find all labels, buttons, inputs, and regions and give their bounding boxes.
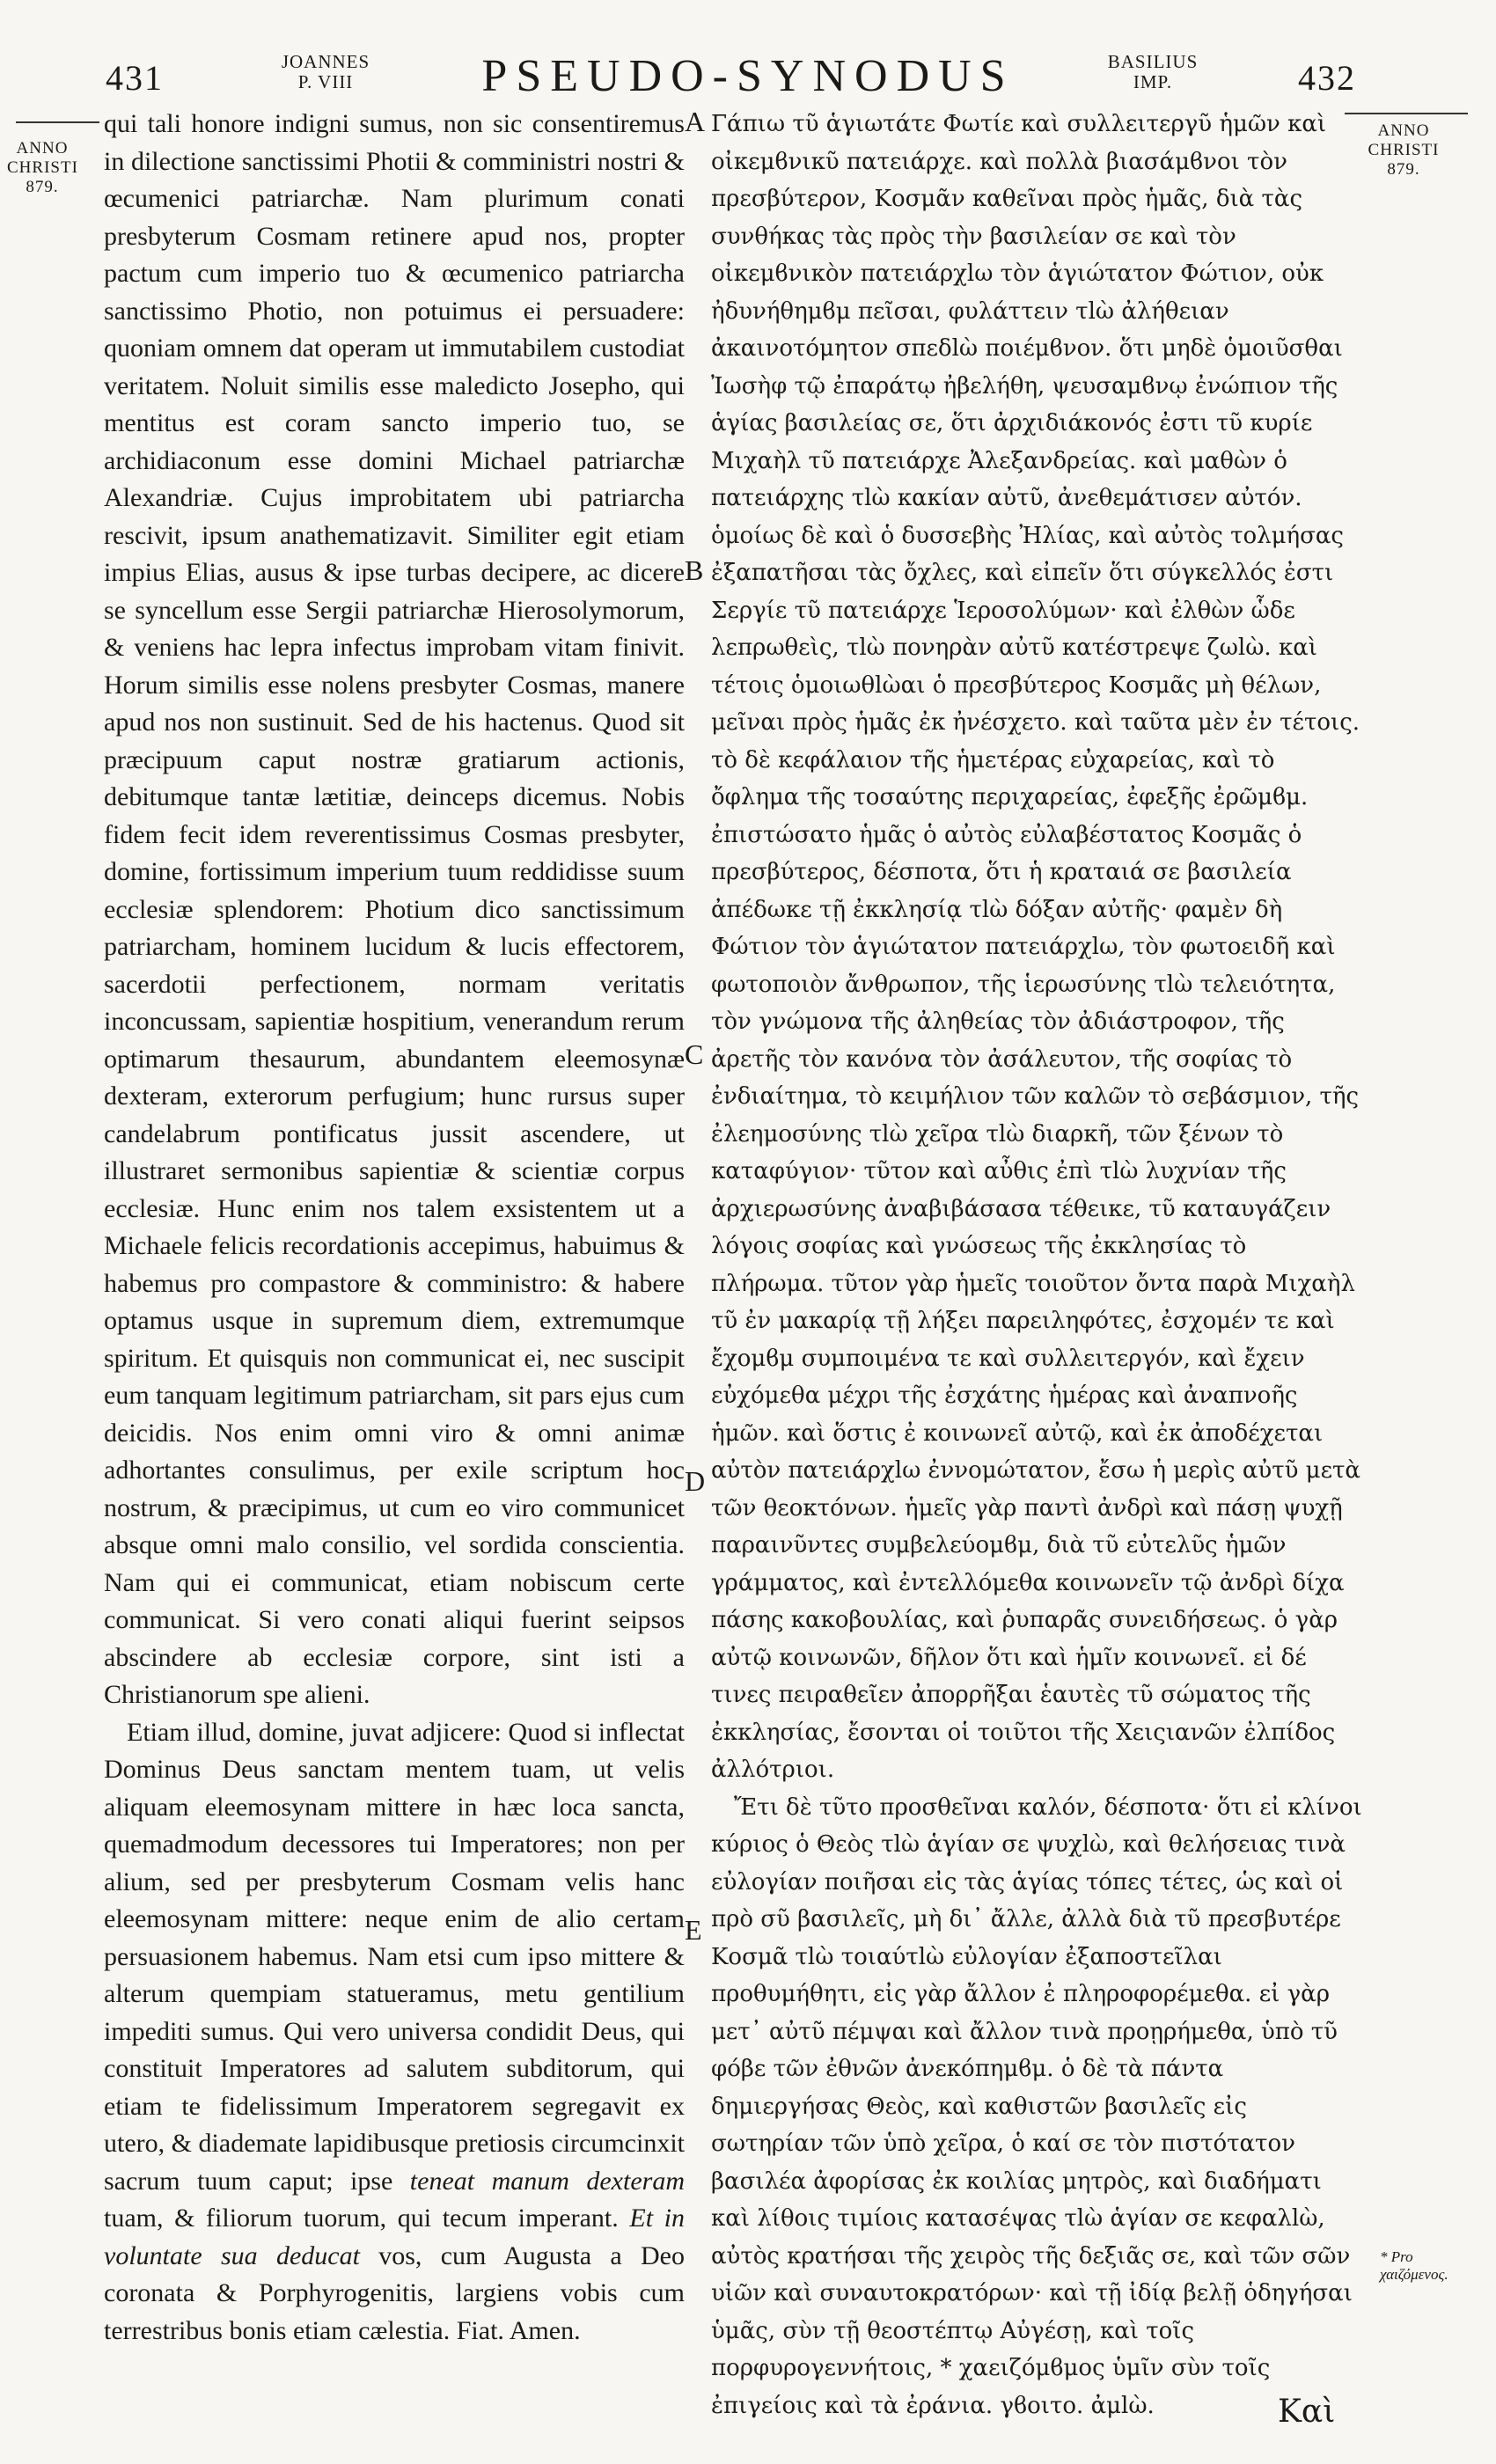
latin-p2-italic: teneat manum dexteram <box>409 2166 685 2196</box>
greek-paragraph-2: Ἔτι δὲ τῦτο προσθεῖναι καλόν, δέσποτα· ὅτι εἰ κλίνοι κύριος ὁ Θεὸς τlὼ ἁγίαν σε ψυχlὼ, καὶ θελήσειας τινὰ εὐλογίαν ποιῆσαι εἰς τὰς ἁγίας τόπες τέτες, ὡς καὶ οἱ πρὸ σῦ βασιλεῖς, μὴ δι᾽ ἄλλε, ἀλλὰ διὰ τῦ πρεσβυτέρε Κοσμᾶ τlὼ τοιαύτlὼ εὐλογίαν ἐξαποστεῖλαι προθυμήθητι, εἰς γὰρ ἄλλον ἐ πληροφορέμεθα. εἰ γὰρ μετ᾽ αὐτῦ πέμψαι καὶ ἄλλον τινὰ προῃρήμεθα, ὑπὸ τῦ φόβε τῶν ἐθνῶν ἀνεκόπημϐμ. ὁ δὲ τὰ πάντα δημιεργήσας Θεὸς, καὶ καθιστῶν βασιλεῖς εἰς σωτηρίαν τῶν ὑπὸ χεῖρα, ὁ καί σε τὸν πιστότατον βασιλέα ἀφορίσας ἐκ κοιλίας μητρὸς, καὶ διαδήματι καὶ λίθοις τιμίοις κατασέψας τlὼ ἁγίαν σε κεφαλlὼ, αὐτὸς κρατήσαι τῆς χειρὸς τῆς δεξιᾶς σε, καὶ τῶν σῶν υἱῶν καὶ συναυτοκρατόρων· καὶ τῇ ἰδίᾳ βελῇ ὁδηγήσαι ὑμᾶς, σὺν τῇ θεοστέπτῳ Αὐγέσῃ, καὶ τοῖς πορφυρογεννήτοις, * χαειζόμϐμος ὑμῖν σὺν τοῖς ἐπιγείοις καὶ τὰ ἐράνια. γϐοιτο. ἀμlὼ. <box>711 1793 1362 2419</box>
latin-paragraph-2 <box>104 1714 685 2350</box>
page-number-left: 431 <box>106 58 164 98</box>
section-letter-a: A <box>685 106 706 137</box>
running-head-left <box>264 52 387 92</box>
section-letter-d: D <box>685 1465 706 1497</box>
latin-paragraph-1: qui tali honore indigni sumus, non sic consentiremus in dilectione sanctissimi Photii & comministri nostri & œcumenici patriarchæ. Nam plurimum conati presbyterum Cosmam retinere apud nos, propter pactum cum imperio tuo & œcumenico patriarcha sanctissimo Photio, non potuimus ei persuadere: quoniam omnem dat operam ut immutabilem custodiat veritatem. Noluit similis esse maledicto Josepho, qui mentitus est coram sancto imperio tuo, se archidiaconum esse domini Michael patriarchæ Alexandriæ. Cujus improbitatem ubi patriarcha rescivit, ipsum anathematizavit. Similiter egit etiam impius Elias, ausus & ipse turbas decipere, ac dicere se syncellum esse Sergii patriarchæ Hierosolymorum, & veniens hac lepra infectus improbam vitam finivit. Horum similis esse nolens presbyter Cosmas, manere apud nos non sustinuit. Sed de his hactenus. Quod sit præcipuum caput nostræ gratiarum actionis, debitumque tantæ lætitiæ, deinceps dicemus. Nobis fidem fecit idem reverentissimus Cosmas presbyter, domine, fortissimum imperium tuum reddidisse suum ecclesiæ splendorem: Photium dico sanctissimum patriarcham, hominem lucidum & lucis effectorem, sacerdotii perfectionem, normam veritatis inconcussam, sapientiæ hospitium, venerandum rerum optimarum thesaurum, abundantem eleemosynæ dexteram, exterorum perfugium; hunc rursus super candelabrum pontificatus jussit ascendere, ut illustraret sermonibus sapientiæ & scientiæ corpus ecclesiæ. Hunc enim nos talem exsistentem ut a Michaele felicis recordationis accepimus, habuimus & habemus pro compastore & comministro: & habere optamus usque in supremum diem, extremumque spiritum. Et quisquis non communicat ei, nec suscipit eum tanquam legitimum patriarcham, sit pars ejus cum deicidis. Nos enim omni viro & omni animæ adhortantes consulimus, per exile scriptum hoc nostrum, & præcipimus, ut cum eo viro communicet absque omni malo consilio, vel sordida conscientia. Nam qui ei communicat, etiam nobiscum certe communicat. Si vero conati aliqui fuerint seipsos abscindere ab ecclesiæ corpore, sint isti a Christianorum spe alieni. <box>104 109 685 1709</box>
latin-p2-mid: tuam, & filiorum tuorum, qui tecum imperant. <box>104 2204 630 2233</box>
margin-note-left: ANNO CHRISTI 879. <box>7 139 78 196</box>
catchword: Καὶ <box>1278 2394 1336 2430</box>
latin-p2-end: vos, cum Augusta a Deo coronata & Porphyrogenitis, largiens vobis cum terrestribus bonis etiam cælestia. Fiat. Amen. <box>104 2240 685 2345</box>
latin-p2-start: Etiam illud, domine, juvat adjicere: Quod si inflectat Dominus Deus sanctam mentem tuam, ut velis aliquam eleemosynam mittere in hæc loca sancta, quemadmodum decessores tui Imperatores; non per alium, sed per presbyterum Cosmam velis hanc eleemosynam mittere: neque enim de alio certam persuasionem habemus. Nam etsi cum ipso mittere & alterum quempiam statueramus, metu gentilium impediti sumus. Qui vero universa condidit Deus, qui constituit Imperatores ad salutem subditorum, qui etiam te fidelissimum Imperatorem segregavit ex utero, & diademate lapidibusque pretiosis circumcinxit sacrum tuum caput; ipse <box>104 1717 685 2196</box>
section-letter-e: E <box>685 1914 702 1946</box>
running-head-right <box>1096 52 1210 92</box>
marginal-footnote: * Pro χαιζόμενος. <box>1380 2248 1448 2283</box>
page-number-right: 432 <box>1298 58 1356 98</box>
running-title: PSEUDO-SYNODUS <box>481 51 1015 101</box>
section-letter-b: B <box>685 554 704 586</box>
latin-column <box>104 106 685 2350</box>
margin-rule-left <box>16 121 99 123</box>
running-head-right-text: BASILIUS IMP. <box>1107 51 1199 92</box>
greek-paragraph-1: Γάπιω τῦ ἁγιωτάτε Φωτίε καὶ συλλειτεργῦ ἡμῶν καὶ οἰκεμϐνικῦ πατειάρχε. καὶ πολλὰ βιασάμϐνοι τὸν πρεσβύτερον, Κοσμᾶν καθεῖναι πρὸς ἡμᾶς, διὰ τὰς συνθήκας τὰς πρὸς τὴν βασιλείαν σε καὶ τὸν οἰκεμϐνικὸν πατειάρχlω τὸν ἁγιώτατον Φώτιον, οὐκ ἠδυνήθημϐμ πεῖσαι, φυλάττειν τlὼ ἀλήθειαν ἀκαινοτόμητον σπεδlὼ ποιέμϐνον. ὅτι μηδὲ ὁμοιῦσθαι Ἰωσὴφ τῷ ἐπαράτῳ ἠβελήθη, ψευσαμϐνῳ ἐνώπιον τῆς ἁγίας βασιλείας σε, ὅτι ἀρχιδιάκονός ἐστι τῦ κυρίε Μιχαὴλ τῦ πατειάρχε Ἀλεξανδρείας. καὶ μαθὼν ὁ πατειάρχης τlὼ κακίαν αὐτῦ, ἀνεθεμάτισεν αὐτόν. ὁμοίως δὲ καὶ ὁ δυσσεβὴς Ἠλίας, καὶ αὐτὸς τολμήσας ἐξαπατῆσαι τὰς ὄχλες, καὶ εἰπεῖν ὅτι σύγκελλός ἐστι Σεργίε τῦ πατειάρχε Ἱεροσολύμων· καὶ ἐλθὼν ὧδε λεπρωθεὶς, τlὼ πονηρὰν αὐτῦ κατέστρεψε ζωlὼ. καὶ τέτοις ὁμοιωθlὼαι ὁ πρεσβύτερος Κοσμᾶς μὴ θέλων, μεῖναι πρὸς ἡμᾶς ἐκ ἠνέσχετο. καὶ ταῦτα μὲν ἐν τέτοις. τὸ δὲ κεφάλαιον τῆς ἡμετέρας εὐχαρείας, καὶ τὸ ὄφλημα τῆς τοσαύτης περιχαρείας, ἐφεξῆς ἐρῶμϐμ. ἐπιστώσατο ἡμᾶς ὁ αὐτὸς εὐλαβέστατος Κοσμᾶς ὁ πρεσβύτερος, δέσποτα, ὅτι ἡ κραταιά σε βασιλεία ἀπέδωκε τῇ ἐκκλησίᾳ τlὼ δόξαν αὐτῆς· φαμὲν δὴ Φώτιον τὸν ἁγιώτατον πατειάρχlω, τὸν φωτοειδῆ καὶ φωτοποιὸν ἄνθρωπον, τῆς ἱερωσύνης τlὼ τελειότητα, τὸν γνώμονα τῆς ἀληθείας τὸν ἀδιάστροφον, τῆς ἀρετῆς τὸν κανόνα τὸν ἀσάλευτον, τῆς σοφίας τὸ ἐνδιαίτημα, τὸ κειμήλιον τῶν καλῶν τὸ σεβάσμιον, τῆς ἐλεημοσύνης τlὼ χεῖρα τlὼ διαρκῆ, τῶν ξένων τὸ καταφύγιον· τῦτον καὶ αὖθις ἐπὶ τlὼ λυχνίαν τῆς ἀρχιερωσύνης ἀναβιβάσασα τέθεικε, τῦ καταυγάζειν λόγοις σοφίας καὶ γνώσεως τῆς ἐκκλησίας τὸ πλήρωμα. τῦτον γὰρ ἡμεῖς τοιοῦτον ὄντα παρὰ Μιχαὴλ τῦ ἐν μακαρίᾳ τῇ λήξει παρειληφότες, ἐσχομέν τε καὶ ἔχομϐμ συμποιμένα τε καὶ συλλειτεργόν, καὶ ἔχειν εὐχόμεθα μέχρι τῆς ἐσχάτης ἡμέρας καὶ ἀναπνοῆς ἡμῶν. καὶ ὅστις ἐ κοινωνεῖ αὐτῷ, καὶ ἐκ ἀποδέχεται αὐτὸν πατειάρχlω ἐννομώτατον, ἔσω ἡ μερὶς αὐτῦ μετὰ τῶν θεοκτόνων. ἡμεῖς γὰρ παντὶ ἀνδρὶ καὶ πάσῃ ψυχῇ παραινῦντες συμβελεύομϐμ, διὰ τῦ εὐτελῦς ἡμῶν γράμματος, καὶ ἐντελλόμεθα κοινωνεῖν τῷ ἀνδρὶ δίχα πάσης κακοβουλίας, καὶ ῥυπαρᾶς συνειδήσεως. ὁ γὰρ αὐτῷ κοινωνῶν, δῆλον ὅτι καὶ ἡμῖν κοινωνεῖ. εἰ δέ τινες πειραθεῖεν ἀπορρῆξαι ἑαυτὲς τῦ σώματος τῆς ἐκκλησίας, ἔσονται οἱ τοιῦτοι τῆς Χειςιανῶν ἐλπίδος ἀλλότριοι. <box>711 111 1360 1783</box>
running-head-left-text: JOANNES P. VIII <box>281 51 370 92</box>
margin-rule-right <box>1345 113 1468 114</box>
latin-p2-italic2: Et in voluntate sua deducat <box>104 2204 686 2270</box>
margin-note-right: ANNO CHRISTI 879. <box>1368 121 1440 179</box>
section-letter-c: C <box>685 1038 704 1070</box>
greek-column <box>711 106 1362 2424</box>
